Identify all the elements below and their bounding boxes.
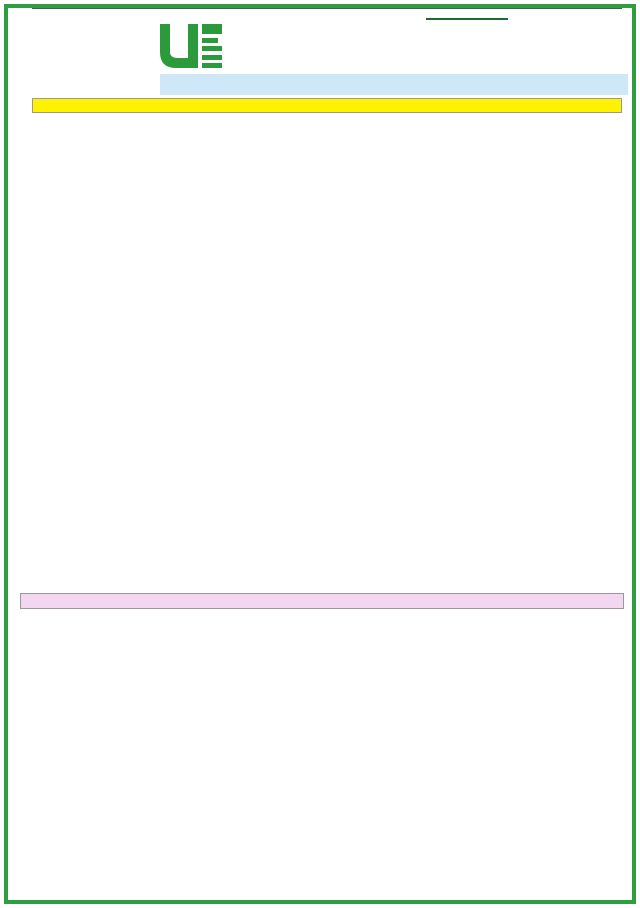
- page-title: [160, 74, 628, 95]
- university-name: [236, 20, 426, 23]
- anniversary-years: [426, 18, 508, 20]
- page-frame: [4, 4, 636, 904]
- burraco-note: [20, 593, 624, 609]
- table-bottom-rule: [32, 8, 622, 9]
- header: [8, 8, 632, 74]
- column-headers: [32, 98, 622, 113]
- unitre-logo-icon: [158, 22, 224, 68]
- anniversary-badge: [426, 18, 508, 20]
